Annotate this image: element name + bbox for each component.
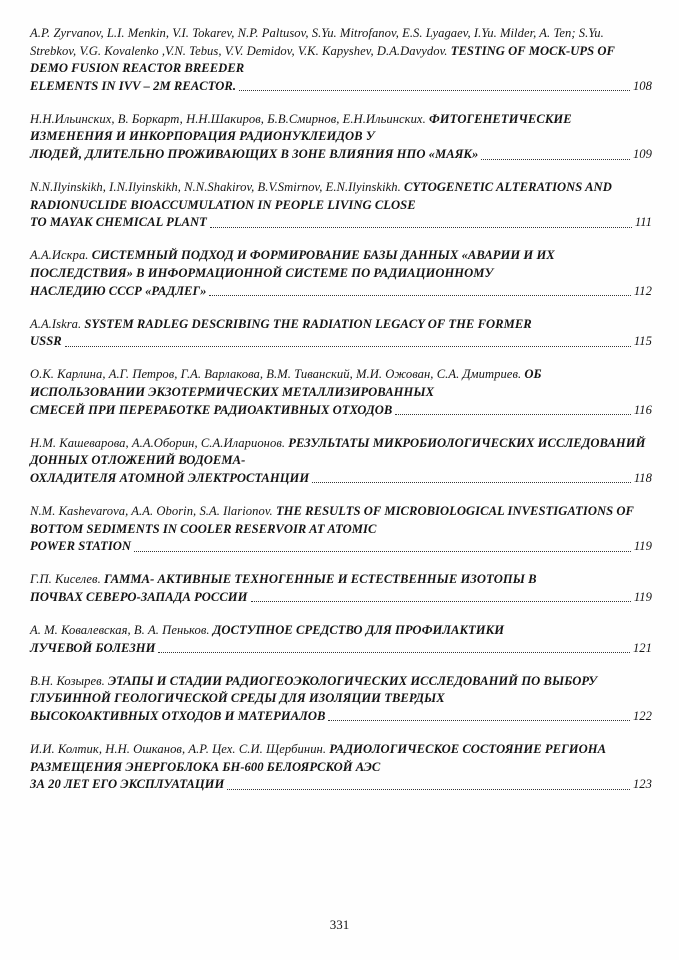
table-of-contents <box>30 25 652 809</box>
entry-leader-line <box>30 214 652 232</box>
entry-title-end: POWER STATION <box>30 539 132 554</box>
entry-page-number: 116 <box>633 402 652 417</box>
dot-leader <box>239 89 630 91</box>
dot-leader <box>251 600 631 602</box>
dot-leader <box>209 294 630 296</box>
entry-leader-line <box>30 470 652 488</box>
entry-page-number: 118 <box>633 470 652 485</box>
entry-title-end: СМЕСЕЙ ПРИ ПЕРЕРАБОТКЕ РАДИОАКТИВНЫХ ОТХОДОВ <box>30 402 393 417</box>
entry-title-end: ЛУЧЕВОЙ БОЛЕЗНИ <box>30 640 156 655</box>
toc-entry <box>30 111 652 164</box>
entry-title: ЭТАПЫ И СТАДИИ РАДИОГЕОЭКОЛОГИЧЕСКИХ ИССЛЕДОВАНИЙ ПО ВЫБОРУ ГЛУБИННОЙ ГЕОЛОГИЧЕСКОЙ СРЕДЫ ДЛЯ ИЗОЛЯЦИИ ТВЕРДЫХ <box>30 673 598 706</box>
entry-page-number: 121 <box>632 640 652 655</box>
entry-title: ГАММА- АКТИВНЫЕ ТЕХНОГЕННЫЕ И ЕСТЕСТВЕННЫЕ ИЗОТОПЫ В <box>103 572 537 587</box>
entry-title-end: ЗА 20 ЛЕТ ЕГО ЭКСПЛУАТАЦИИ <box>30 777 225 792</box>
entry-leader-line <box>30 776 652 794</box>
toc-entry <box>30 571 652 606</box>
entry-authors: A.P. Zyrvanov, L.I. Menkin, V.I. Tokarev, N.P. Paltusov, S.Yu. Mitrofanov, E.S. Lyagaev, I.Yu. Milder, A. Ten; S.Yu. Strebkov, V.G. Kovalenko ,V.N. Tebus, V.V. Demidov, V.K. Kapyshev, D.A.Davydov. <box>30 26 604 58</box>
toc-entry <box>30 741 652 794</box>
entry-leader-line <box>30 333 652 351</box>
entry-title: ФИТОГЕНЕТИЧЕСКИЕ ИЗМЕНЕНИЯ И ИНКОРПОРАЦИЯ РАДИОНУКЛЕИДОВ У <box>30 111 572 144</box>
toc-entry <box>30 503 652 556</box>
entry-title-end: НАСЛЕДИЮ СССР «РАДЛЕГ» <box>30 283 207 298</box>
entry-title-end: ПОЧВАХ СЕВЕРО-ЗАПАДА РОССИИ <box>30 589 248 604</box>
entry-authors: N.M. Kashevarova, A.A. Oborin, S.A. Ilarionov. <box>30 503 273 518</box>
page-number: 331 <box>329 917 350 932</box>
toc-entry <box>30 435 652 488</box>
dot-leader <box>312 481 631 483</box>
entry-title: ОБ ИСПОЛЬЗОВАНИИ ЭКЗОТЕРМИЧЕСКИХ МЕТАЛЛИЗИРОВАННЫХ <box>30 367 542 399</box>
entry-leader-line <box>30 640 652 658</box>
entry-leader-line <box>30 538 652 556</box>
entry-title: SYSTEM RADLEG DESCRIBING THE RADIATION LEGACY OF THE FORMER <box>84 316 532 331</box>
entry-title: CYTOGENETIC ALTERATIONS AND RADIONUCLIDE BIOACCUMULATION IN PEOPLE LIVING CLOSE <box>30 180 612 212</box>
toc-entry <box>30 622 652 657</box>
dot-leader <box>395 413 631 415</box>
entry-title-end: ОХЛАДИТЕЛЯ АТОМНОЙ ЭЛЕКТРОСТАНЦИИ <box>30 470 310 485</box>
entry-title-end: TO MAYAK CHEMICAL PLANT <box>30 215 207 230</box>
entry-leader-line <box>30 146 652 164</box>
entry-title: СИСТЕМНЫЙ ПОДХОД И ФОРМИРОВАНИЕ БАЗЫ ДАННЫХ «АВАРИИ И ИХ ПОСЛЕДСТВИЯ» В ИНФОРМАЦИОННОЙ СИСТЕМЕ ПО РАДИАЦИОННОМУ <box>30 248 555 281</box>
entry-authors: В.Н. Козырев. <box>30 673 105 688</box>
entry-title-end: USSR <box>30 334 62 349</box>
entry-leader-line <box>30 708 652 726</box>
dot-leader <box>227 788 630 790</box>
entry-title-end: ЛЮДЕЙ, ДЛИТЕЛЬНО ПРОЖИВАЮЩИХ В ЗОНЕ ВЛИЯНИЯ НПО «МАЯК» <box>30 147 479 162</box>
toc-entry <box>30 25 652 95</box>
entry-page-number: 119 <box>633 539 652 554</box>
dot-leader <box>481 158 630 160</box>
entry-authors: Н.М. Кашеварова, А.А.Оборин, С.А.Иларионов. <box>30 435 286 450</box>
toc-entry <box>30 366 652 419</box>
dot-leader <box>328 719 630 721</box>
entry-page-number: 112 <box>633 283 652 298</box>
toc-entry <box>30 247 652 300</box>
entry-page-number: 111 <box>634 215 652 230</box>
dot-leader <box>158 651 629 653</box>
entry-authors: Г.П. Киселев. <box>30 572 101 587</box>
entry-authors: О.К. Карлина, А.Г. Петров, Г.А. Варлакова, В.М. Тиванский, М.И. Ожован, С.А. Дмитриев. <box>30 367 522 382</box>
entry-authors: N.N.Ilyinskikh, I.N.Ilyinskikh, N.N.Shakirov, B.V.Smirnov, E.N.Ilyinskikh. <box>30 180 401 195</box>
entry-title: TESTING OF MOCK-UPS OF DEMO FUSION REACTOR BREEDER <box>30 43 615 76</box>
dot-leader <box>65 345 631 347</box>
entry-authors: А.А.Искра. <box>30 248 89 263</box>
entry-page-number: 123 <box>632 777 652 792</box>
entry-page-number: 109 <box>632 147 652 162</box>
entry-authors: И.И. Колтик, Н.Н. Ошканов, А.Р. Цех. С.И. Щербинин. <box>30 741 327 756</box>
entry-leader-line <box>30 78 652 96</box>
entry-title: РЕЗУЛЬТАТЫ МИКРОБИОЛОГИЧЕСКИХ ИССЛЕДОВАНИЙ ДОННЫХ ОТЛОЖЕНИЙ ВОДОЕМА- <box>30 435 646 468</box>
entry-leader-line <box>30 589 652 607</box>
entry-leader-line <box>30 283 652 301</box>
entry-title-end: ВЫСОКОАКТИВНЫХ ОТХОДОВ И МАТЕРИАЛОВ <box>30 708 326 723</box>
entry-title-end: ELEMENTS IN IVV – 2M REACTOR. <box>30 78 237 93</box>
dot-leader <box>210 226 632 228</box>
entry-page-number: 115 <box>633 334 652 349</box>
entry-authors: А. М. Ковалевская, В. А. Пеньков. <box>30 622 210 637</box>
entry-authors: Н.Н.Ильинских, В. Боркарт, Н.Н.Шакиров, Б.В.Смирнов, Е.Н.Ильинских. <box>30 111 426 126</box>
toc-entry <box>30 673 652 726</box>
entry-page-number: 119 <box>633 589 652 604</box>
entry-page-number: 122 <box>632 708 652 723</box>
toc-entry <box>30 179 652 232</box>
toc-entry <box>30 316 652 351</box>
entry-authors: A.A.Iskra. <box>30 316 82 331</box>
entry-title: THE RESULTS OF MICROBIOLOGICAL INVESTIGATIONS OF BOTTOM SEDIMENTS IN COOLER RESERVOIR AT ATOMIC <box>30 503 634 536</box>
entry-leader-line <box>30 402 652 420</box>
entry-title: ДОСТУПНОЕ СРЕДСТВО ДЛЯ ПРОФИЛАКТИКИ <box>212 622 505 637</box>
entry-title: РАДИОЛОГИЧЕСКОЕ СОСТОЯНИЕ РЕГИОНА РАЗМЕЩЕНИЯ ЭНЕРГОБЛОКА БН-600 БЕЛОЯРСКОЙ АЭС <box>30 741 607 774</box>
entry-page-number: 108 <box>632 78 652 93</box>
dot-leader <box>134 550 631 552</box>
